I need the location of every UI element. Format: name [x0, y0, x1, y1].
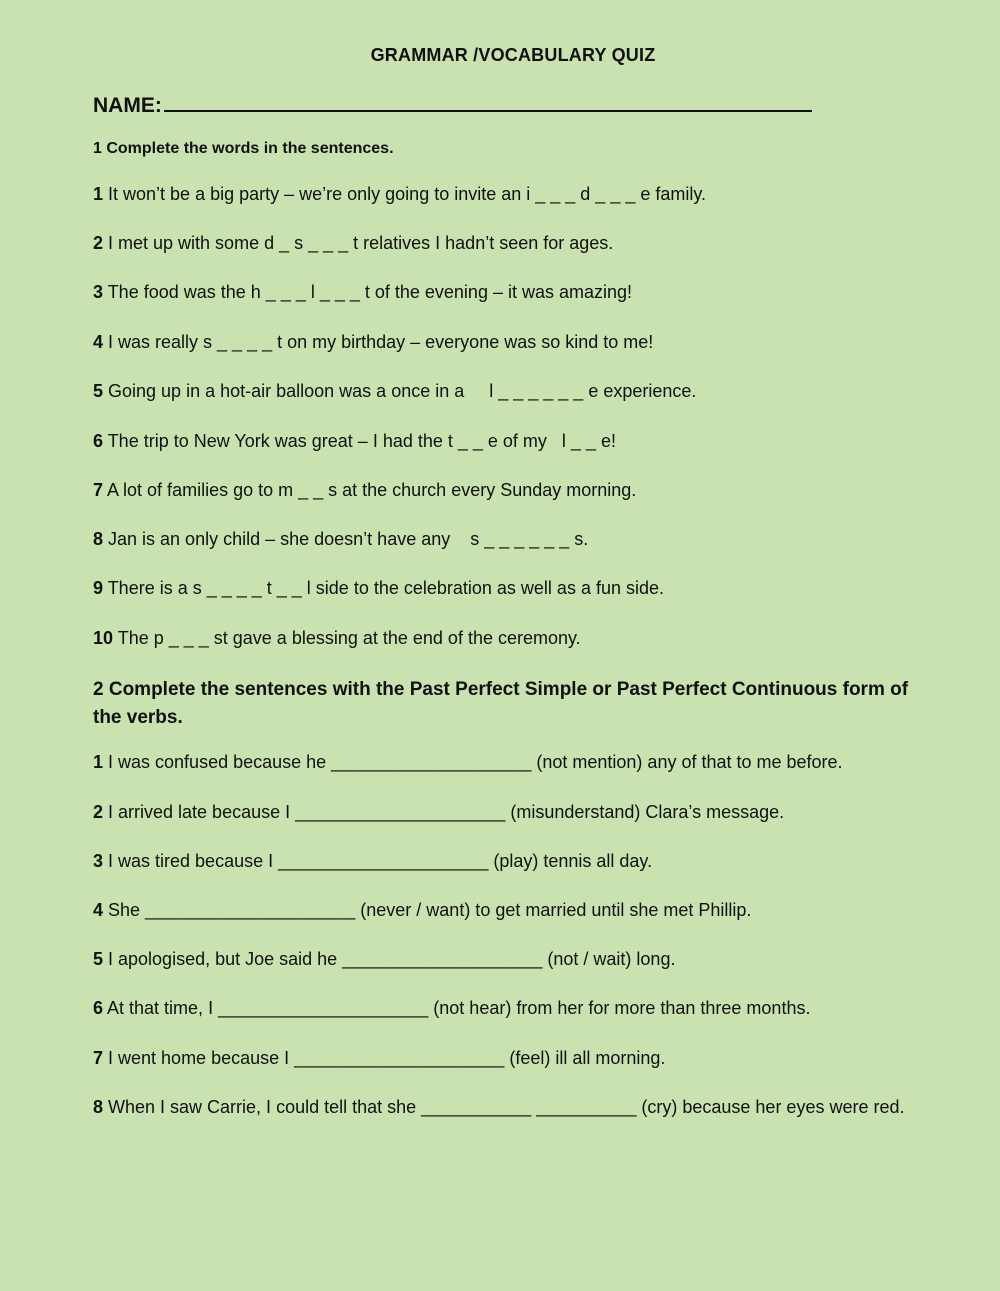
section2-item [93, 948, 675, 970]
item-text: I went home because I _____________________ (feel) ill all morning. [103, 1048, 666, 1068]
name-field [93, 90, 812, 118]
section1-item [93, 331, 653, 353]
item-text: I met up with some d _ s _ _ _ t relatives I hadn’t seen for ages. [103, 233, 614, 253]
item-number: 6 [93, 998, 104, 1018]
quiz-title: GRAMMAR /VOCABULARY QUIZ [370, 45, 656, 65]
section2-item [93, 997, 810, 1019]
section1-item [93, 479, 636, 501]
name-blank[interactable] [164, 90, 812, 112]
item-number: 8 [93, 1097, 104, 1117]
item-number: 6 [93, 431, 104, 451]
section2-item [93, 850, 652, 872]
item-number: 2 [93, 802, 104, 822]
item-text: There is a s _ _ _ _ t _ _ l side to the celebration as well as a fun side. [103, 578, 665, 598]
item-number: 4 [93, 900, 104, 920]
item-number: 3 [93, 851, 104, 871]
section2-item [93, 751, 843, 773]
section1-item [93, 627, 581, 649]
item-number: 5 [93, 381, 104, 401]
item-number: 10 [93, 628, 114, 648]
section2-item [93, 801, 784, 823]
section2-heading: 2 Complete the sentences with the Past Perfect Simple or Past Perfect Continuous form of the verbs. [93, 679, 909, 728]
name-label: NAME: [93, 94, 162, 117]
item-text: Jan is an only child – she doesn’t have any s _ _ _ _ _ _ s. [103, 529, 589, 549]
item-text: It won’t be a big party – we’re only going to invite an i _ _ _ d _ _ _ e family. [103, 184, 707, 204]
item-number: 9 [93, 578, 104, 598]
section2-item [93, 1092, 933, 1122]
item-text: The trip to New York was great – I had the t _ _ e of my l _ _ e! [103, 431, 616, 451]
item-number: 7 [93, 480, 104, 500]
item-text: The p _ _ _ st gave a blessing at the end of the ceremony. [113, 628, 581, 648]
section1-item [93, 430, 616, 452]
section1-item [93, 577, 664, 599]
section2-item [93, 899, 751, 921]
item-text: I was really s _ _ _ _ t on my birthday – everyone was so kind to me! [103, 332, 654, 352]
section1-heading: 1 Complete the words in the sentences. [93, 140, 394, 157]
item-text: The food was the h _ _ _ l _ _ _ t of the evening – it was amazing! [103, 282, 633, 302]
item-text: She _____________________ (never / want) to get married until she met Phillip. [103, 900, 752, 920]
item-text: I apologised, but Joe said he ____________________ (not / wait) long. [103, 949, 676, 969]
item-number: 1 [93, 752, 104, 772]
item-text: I was confused because he ____________________ (not mention) any of that to me before. [103, 752, 843, 772]
item-text: Going up in a hot-air balloon was a once in a l _ _ _ _ _ _ e experience. [103, 381, 697, 401]
item-number: 2 [93, 233, 104, 253]
item-number: 5 [93, 949, 104, 969]
section1-item [93, 380, 696, 402]
section1-item [93, 183, 706, 205]
section2-item [93, 1047, 665, 1069]
section1-item [93, 528, 588, 550]
item-number: 8 [93, 529, 104, 549]
item-number: 4 [93, 332, 104, 352]
item-text: I arrived late because I _____________________ (misunderstand) Clara’s message. [103, 802, 785, 822]
item-number: 7 [93, 1048, 104, 1068]
item-text: I was tired because I _____________________ (play) tennis all day. [103, 851, 653, 871]
section1-item [93, 281, 632, 303]
section1-item [93, 232, 613, 254]
item-text: When I saw Carrie, I could tell that she ___________ __________ (cry) because her eyes were red. [103, 1097, 905, 1117]
item-text: At that time, I _____________________ (not hear) from her for more than three months. [103, 998, 811, 1018]
item-number: 1 [93, 184, 104, 204]
item-number: 3 [93, 282, 104, 302]
item-text: A lot of families go to m _ _ s at the church every Sunday morning. [103, 480, 637, 500]
